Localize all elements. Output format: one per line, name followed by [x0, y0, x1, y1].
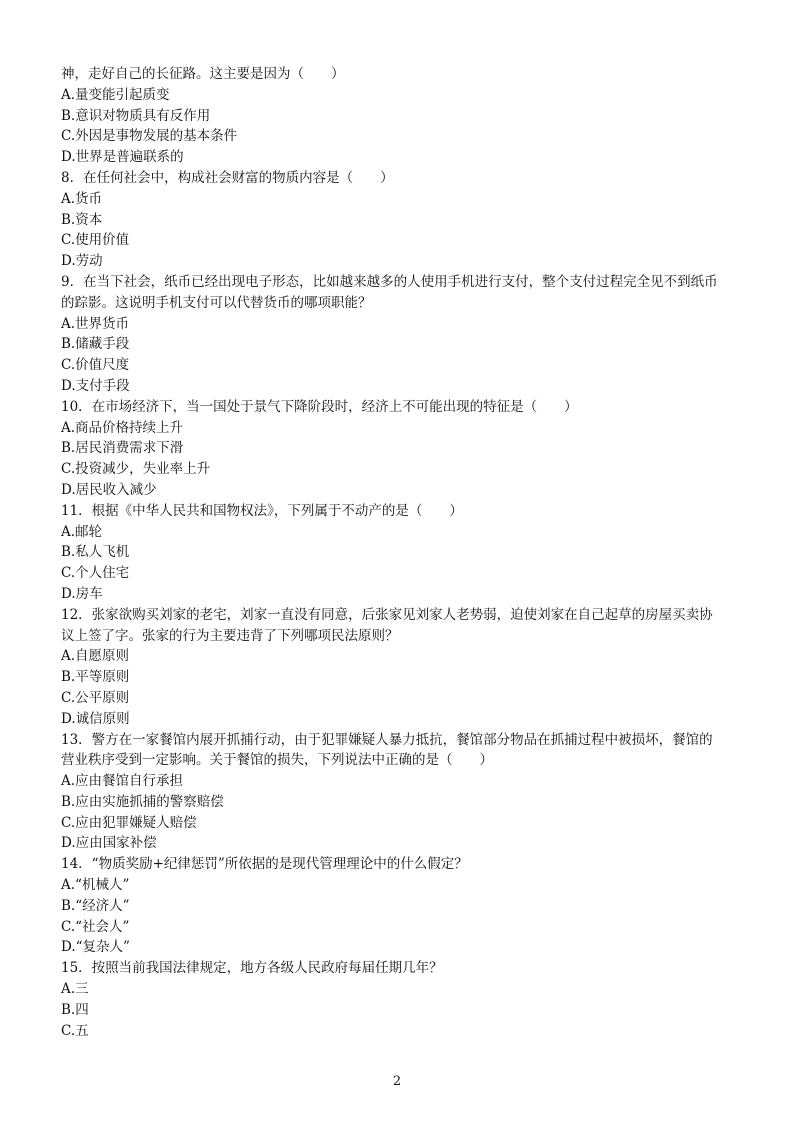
option-10b: B.居民消费需求下滑	[61, 440, 184, 457]
option-10c: C.投资减少，失业率上升	[61, 461, 211, 478]
question-15-stem: 15．按照当前我国法律规定，地方各级人民政府每届任期几年？	[61, 960, 443, 977]
option-9c: C.价值尺度	[61, 357, 130, 374]
option-13b: B.应由实施抓捕的警察赔偿	[61, 793, 224, 810]
option-11b: B.私人飞机	[61, 544, 130, 561]
option-11d: D.房车	[61, 585, 103, 602]
option-11c: C.个人住宅	[61, 565, 130, 582]
option-12a: A.自愿原则	[61, 648, 130, 665]
page-number: 2	[392, 1074, 402, 1089]
option-7b: B.意识对物质具有反作用	[61, 107, 211, 124]
option-10d: D.居民收入减少	[61, 481, 157, 498]
question-9-stem-line-2: 的踪影。这说明手机支付可以代替货币的哪项职能？	[61, 294, 372, 311]
option-8a: A.货币	[61, 190, 103, 207]
question-7-stem-end: 神，走好自己的长征路。这主要是因为（ ）	[61, 66, 345, 82]
option-8b: B.资本	[61, 211, 103, 228]
document-body	[61, 64, 741, 1041]
option-15b: B.四	[61, 1001, 89, 1018]
question-10-stem: 10．在市场经济下，当一国处于景气下降阶段时，经济上不可能出现的特征是（ ）	[61, 398, 578, 415]
question-11-stem: 11．根据《中华人民共和国物权法》，下列属于不动产的是（ ）	[61, 502, 463, 519]
option-7c: C.外因是事物发展的基本条件	[61, 128, 238, 145]
option-14d: D.“复杂人”	[61, 939, 130, 956]
option-14c: C.“社会人”	[61, 918, 130, 935]
question-13-stem-line-1: 13．警方在一家餐馆内展开抓捕行动，由于犯罪嫌疑人暴力抵抗，餐馆部分物品在抓捕过程中被损坏，餐馆的	[61, 731, 713, 748]
option-9d: D.支付手段	[61, 377, 130, 394]
option-9a: A.世界货币	[61, 315, 130, 332]
option-13c: C.应由犯罪嫌疑人赔偿	[61, 814, 197, 831]
option-11a: A.邮轮	[61, 523, 103, 540]
option-13d: D.应由国家补偿	[61, 835, 157, 852]
question-12-stem-line-2: 议上签了字。张家的行为主要违背了下列哪项民法原则？	[61, 627, 399, 644]
option-7d: D.世界是普遍联系的	[61, 149, 184, 166]
option-9b: B.储藏手段	[61, 336, 130, 353]
option-8d: D.劳动	[61, 253, 103, 270]
question-9-stem-line-1: 9．在当下社会，纸币已经出现电子形态，比如越来越多的人使用手机进行支付，整个支付过程完全见不到纸币	[61, 273, 718, 290]
option-8c: C.使用价值	[61, 232, 130, 249]
question-13-stem-line-2: 营业秩序受到一定影响。关于餐馆的损失，下列说法中正确的是（ ）	[61, 752, 493, 769]
option-12d: D.诚信原则	[61, 710, 130, 727]
option-10a: A.商品价格持续上升	[61, 419, 184, 436]
option-15c: C.五	[61, 1022, 89, 1039]
option-15a: A.三	[61, 981, 89, 998]
question-8-stem: 8．在任何社会中，构成社会财富的物质内容是（ ）	[61, 169, 394, 186]
option-14b: B.“经济人”	[61, 897, 130, 914]
option-14a: A.“机械人”	[61, 877, 130, 894]
question-14-stem: 14．“物质奖励+纪律惩罚”所依据的是现代管理理论中的什么假定？	[61, 856, 468, 873]
option-7a: A.量变能引起质变	[61, 86, 170, 103]
option-12c: C.公平原则	[61, 689, 130, 706]
question-12-stem-line-1: 12．张家欲购买刘家的老宅，刘家一直没有同意，后张家见刘家人老势弱，迫使刘家在自己起草的房屋买卖协	[61, 606, 713, 623]
option-13a: A.应由餐馆自行承担	[61, 773, 184, 790]
option-12b: B.平等原则	[61, 669, 130, 686]
